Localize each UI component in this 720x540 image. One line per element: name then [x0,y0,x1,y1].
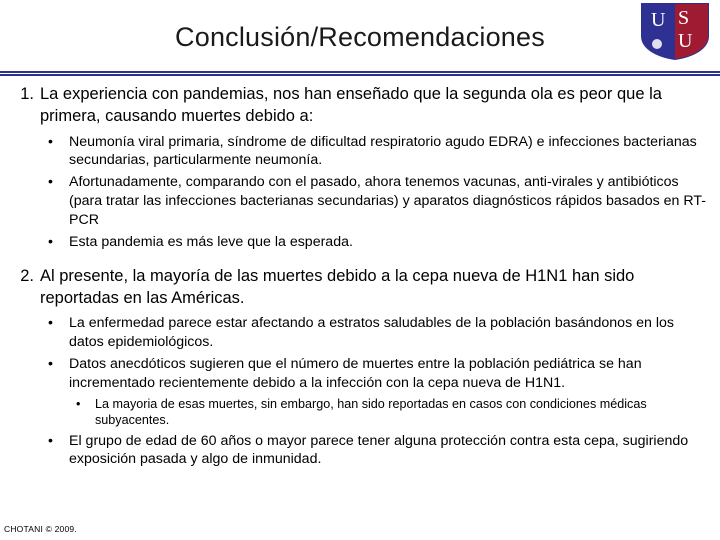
bullet-icon: • [48,432,53,449]
sub-list [40,314,706,469]
list-item-text: Al presente, la mayoría de las muertes debido a la cepa nueva de H1N1 han sido reportadas en las Américas. [40,266,635,307]
sub-list-item-text: El grupo de edad de 60 años o mayor parece tener alguna protección contra esta cepa, sugiriendo exposición pasada y algo de inmunidad. [69,432,689,468]
sub-list-item-text: Esta pandemia es más leve que la esperada. [69,233,353,250]
sub-list-item-text: Neumonía viral primaria, síndrome de dificultad respiratorio agudo EDRA) e infecciones bacterianas secundarias, particularmente neumonía. [69,133,697,169]
sub-list-item [40,173,706,230]
sub-list-item-text: La enfermedad parece estar afectando a estratos saludables de la población basándonos en los datos epidemiológicos. [69,315,674,351]
svg-text:U: U [651,9,666,31]
bullet-icon: • [48,233,53,250]
sub-list-item [40,233,706,252]
sub-list-item [40,314,706,352]
bullet-icon: • [48,174,53,191]
svg-text:U: U [678,30,693,52]
sub-list-item [40,432,706,470]
list-number: 2. [20,266,34,285]
sub-sub-list-item [69,396,706,429]
list-item [10,84,706,252]
list-number: 1. [20,85,34,103]
footer-copyright: CHOTANI © 2009. [4,524,77,534]
list-item-text: La experiencia con pandemias, nos han enseñado que la segunda ola es peor que la primera, causando muertes debido a: [40,85,662,125]
list-spacer [10,255,706,266]
sub-sub-list [69,396,706,429]
title-divider [0,71,720,76]
page-title: Conclusión/Recomendaciones [175,22,545,52]
bullet-icon: • [48,315,53,332]
sub-list-item [40,133,706,171]
svg-text:S: S [678,7,690,29]
bullet-icon: • [76,396,81,411]
sub-sub-list-item-text: La mayoria de esas muertes, sin embargo, han sido reportadas en casos con condiciones médicas subyacentes. [95,396,647,428]
conclusions-list [10,84,706,469]
sub-list-item-text: Afortunadamente, comparando con el pasado, ahora tenemos vacunas, anti-virales y antibióticos (para tratar las infecciones bacterianas secundarias) y aparatos diagnósticos rápidos basados en RT- PCR [69,174,706,229]
sub-list [40,133,706,252]
sub-list-item-text: Datos anecdóticos sugieren que el número de muertes entre la población pediátrica se han incrementado recientemente debido a la infección con la cepa nueva de H1N1. [69,356,642,391]
bullet-icon: • [48,356,53,373]
list-item [10,266,706,470]
slide-body [0,84,720,472]
bullet-icon: • [48,133,53,150]
sub-list-item [40,355,706,428]
